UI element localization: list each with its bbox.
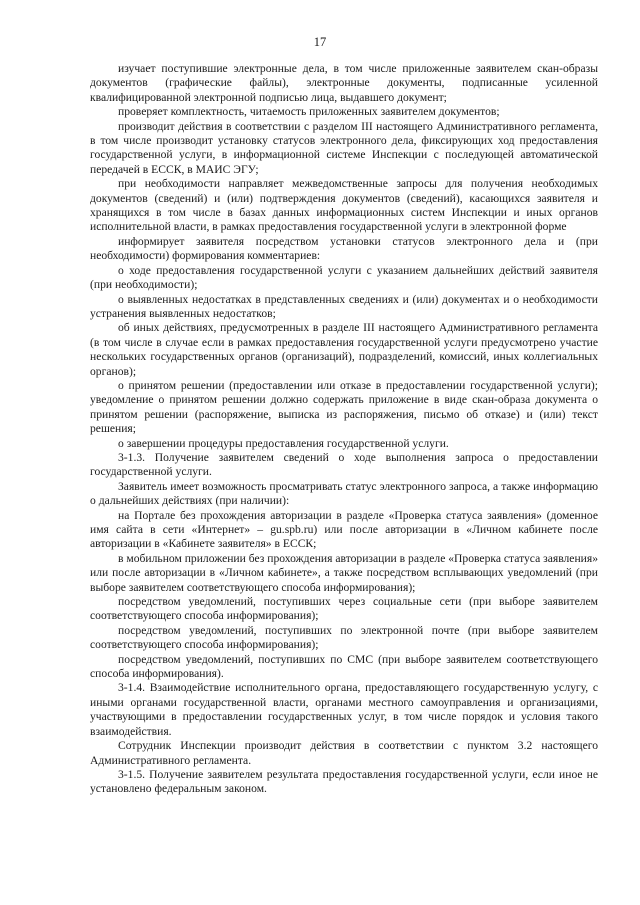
paragraph-perform-actions: производит действия в соответствии с разделом III настоящего Административного регламента, в том числе производит установку статусов электронного дела, фиксирующих ход предоставления государственной услуги, в информационной системе Инспекции с последующей автоматической передачей в ЕССК, в МАИС ЭГУ; <box>90 119 598 176</box>
paragraph-informs-applicant: информирует заявителя посредством установки статусов электронного дела и (при необходимости) формирования комментариев: <box>90 234 598 263</box>
paragraph-mobile-app: в мобильном приложении без прохождения авторизации в разделе «Проверка статуса заявления» или после авторизации в «Личном кабинете», а также посредством всплывающих уведомлений (при выборе заявителем соответствующего способа информирования); <box>90 551 598 594</box>
paragraph-progress-info: о ходе предоставления государственной услуги с указанием дальнейших действий заявителя (при необходимости); <box>90 263 598 292</box>
section-3-1-5-heading: 3-1.5. Получение заявителем результата предоставления государственной услуги, если иное не установлено федеральным законом. <box>90 767 598 796</box>
paragraph-sms: посредством уведомлений, поступивших по СМС (при выборе заявителем соответствующего способа информирования). <box>90 652 598 681</box>
paragraph-other-actions: об иных действиях, предусмотренных в разделе III настоящего Административного регламента (в том числе в случае если в рамках предоставления государственной услуги предусмотрено участие нескольких государственных органов (организаций), подразделений, комиссий, иных коллегиальных органов); <box>90 321 598 378</box>
paragraph-check-completeness: проверяет комплектность, читаемость приложенных заявителем документов; <box>118 105 500 119</box>
paragraph-completion: о завершении процедуры предоставления государственной услуги. <box>118 436 449 450</box>
paragraph-decision: о принятом решении (предоставлении или отказе в предоставлении государственной услуги); уведомление о принятом решении должно содержать приложение в виде скан-образа документа о принятом решении (распоряжение, выписка из распоряжения, письмо об отказе) и (или) текст решения; <box>90 378 598 436</box>
section-3-1-3-heading: 3-1.3. Получение заявителем сведений о ходе выполнения запроса о предоставлении государственной услуги. <box>90 450 598 479</box>
page-number: 17 <box>313 35 327 49</box>
paragraph-email: посредством уведомлений, поступивших по электронной почте (при выборе заявителем соответствующего способа информирования); <box>90 623 598 652</box>
paragraph-employee-actions: Сотрудник Инспекции производит действия в соответствии с пунктом 3.2 настоящего Административного регламента. <box>90 739 598 767</box>
paragraph-review-files: изучает поступившие электронные дела, в том числе приложенные заявителем скан-образы документов (графические файлы), электронные документы, подписанные усиленной квалифицированной электронной подписью лица, выдавшего документ; <box>90 62 598 104</box>
paragraph-deficiencies: о выявленных недостатках в представленных сведениях и (или) документах и о необходимости устранения выявленных недостатков; <box>90 292 598 320</box>
page-body <box>90 62 598 797</box>
paragraph-social-networks: посредством уведомлений, поступивших через социальные сети (при выборе заявителем соответствующего способа информирования); <box>90 595 598 623</box>
paragraph-portal: на Портале без прохождения авторизации в разделе «Проверка статуса заявления» (доменное имя сайта в сети «Интернет» – gu.spb.ru) или после авторизации в «Личном кабинете после авторизации в «Кабинете заявителя» в ЕССК; <box>90 508 598 551</box>
paragraph-interagency-requests: при необходимости направляет межведомственные запросы для получения необходимых документов (сведений) и (или) подтверждения документов (сведений), касающихся заявителя и хранящихся в том числе в базах данных информационных систем Инспекции и иных органов исполнительной власти, в рамках предоставления государственной услуги в электронной форме <box>90 177 598 234</box>
section-3-1-4-heading: 3-1.4. Взаимодействие исполнительного органа, предоставляющего государственную услугу, с иными органами государственной власти, органами местного самоуправления и организациями, участвующими в предоставлении государственных услуг, в том числе порядок и условия такого взаимодействия. <box>90 681 598 738</box>
paragraph-status-view: Заявитель имеет возможность просматривать статус электронного запроса, а также информацию о дальнейших действиях (при наличии): <box>90 479 598 508</box>
